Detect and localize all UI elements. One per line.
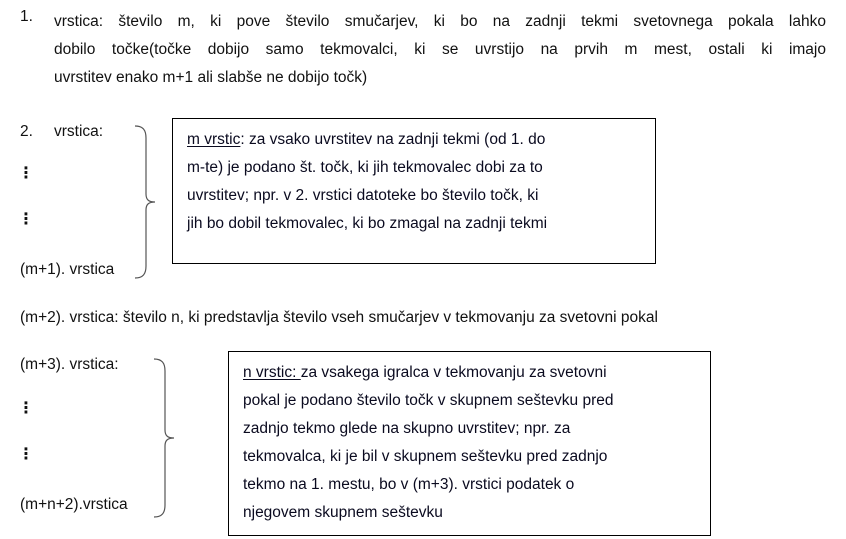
box-line — [243, 364, 607, 382]
item-1-line: vrstica: število m, ki pove število smučarjev, ki bo na zadnji tekmi svetovnega pokala lahko — [54, 13, 826, 30]
vertical-ellipsis-icon: ⋮ — [18, 446, 34, 463]
item-1-line: dobilo točke(točke dobijo samo tekmovalci, ki se uvrstijo na prvih m mest, ostali ki imajo — [54, 41, 826, 58]
section-m-end-label: (m+1). vrstica — [20, 261, 115, 278]
vertical-ellipsis-icon: ⋮ — [18, 400, 34, 417]
box-line — [187, 131, 545, 149]
box-line: m-te) je podano št. točk, ki jih tekmovalec dobi za to — [187, 159, 543, 176]
box-line: jih bo dobil tekmovalec, ki bo zmagal na zadnji tekmi — [187, 215, 548, 232]
box-line: pokal je podano število točk v skupnem seštevku pred — [243, 392, 614, 409]
section-n-start-label: (m+3). vrstica: — [20, 356, 119, 373]
section-m-start-number: 2. — [20, 123, 33, 140]
box-line: zadnjo tekmo glede na skupno uvrstitev; npr. za — [243, 420, 571, 437]
item-1-paragraph — [54, 8, 826, 92]
item-1-number: 1. — [20, 8, 33, 25]
right-brace-icon — [152, 357, 178, 519]
section-n-description-box — [228, 351, 711, 536]
item-1-line: uvrstitev enako m+1 ali slabše ne dobijo točk) — [54, 69, 368, 86]
vertical-ellipsis-icon: ⋮ — [18, 211, 34, 228]
box-line: uvrstitev; npr. v 2. vrstici datoteke bo število točk, ki — [187, 187, 539, 204]
section-m-start-label: vrstica: — [54, 123, 104, 140]
box-line: tekmovalca, ki je bil v skupnem seštevku pred zadnjo — [243, 448, 608, 465]
section-n-end-label: (m+n+2).vrstica — [20, 496, 128, 513]
vertical-ellipsis-icon: ⋮ — [18, 165, 34, 182]
box-line: tekmo na 1. mestu, bo v (m+3). vrstici podatek o — [243, 476, 575, 493]
box-heading-suffix: : za vsako uvrstitev na zadnji tekmi (od 1. do — [240, 131, 546, 148]
right-brace-icon — [133, 124, 159, 280]
item-m2-text: (m+2). vrstica: število n, ki predstavlja število vseh smučarjev v tekmovanju za svetovni pokal — [20, 309, 658, 326]
box-heading: n vrstic: — [243, 364, 301, 381]
box-line: njegovem skupnem seštevku — [243, 504, 443, 521]
box-heading-suffix: za vsakega igralca v tekmovanju za svetovni — [300, 364, 607, 381]
section-m-description-box — [172, 118, 656, 264]
box-heading: m vrstic — [187, 131, 241, 148]
